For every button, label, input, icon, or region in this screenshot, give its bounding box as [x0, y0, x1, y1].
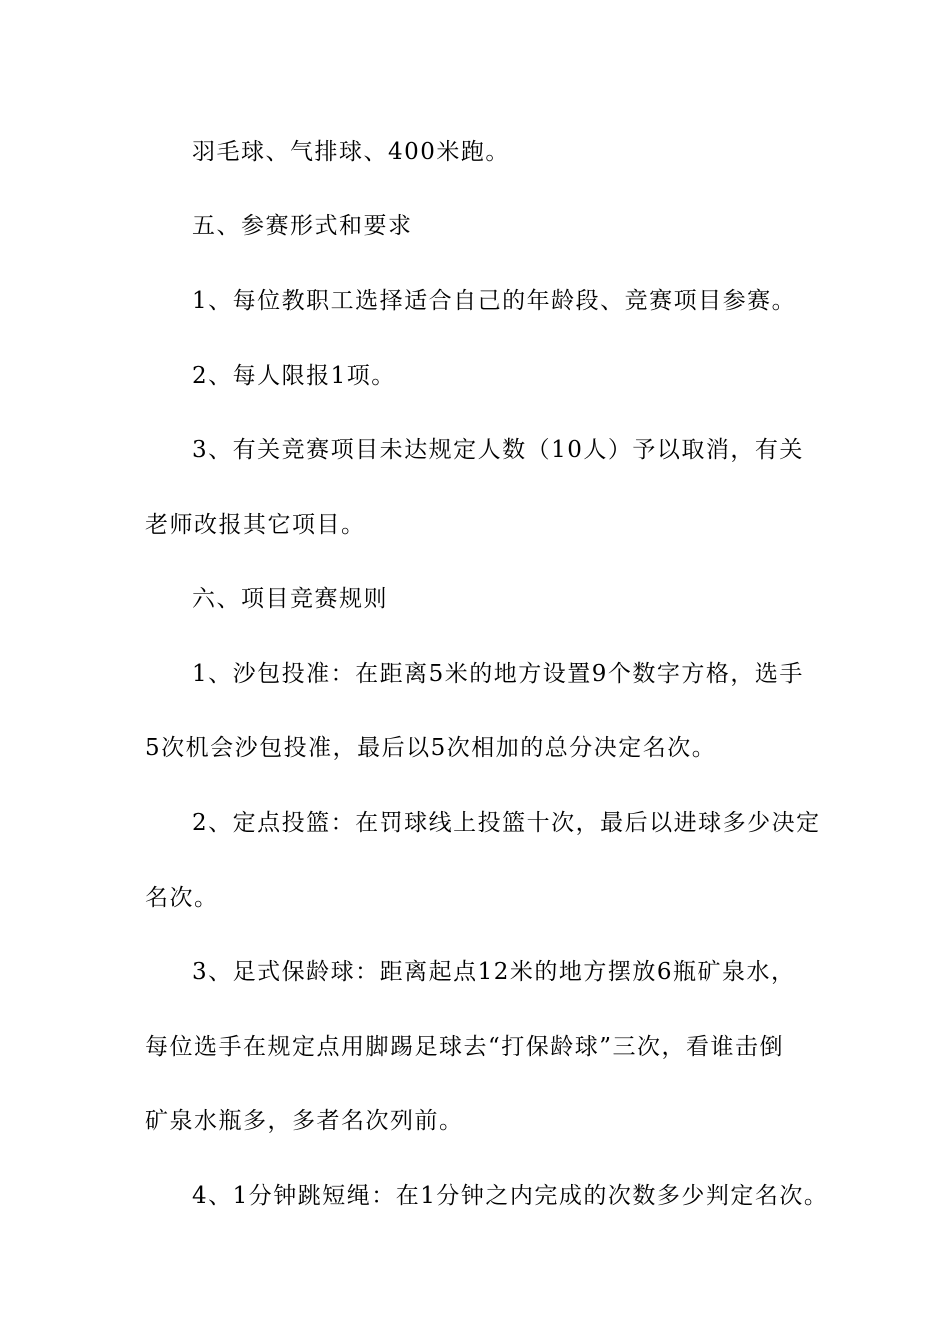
paragraph-line: 名次。	[145, 885, 219, 911]
section-heading-5: 五、参赛形式和要求	[192, 213, 413, 239]
paragraph-line: 3、有关竞赛项目未达规定人数（10人）予以取消，有关	[192, 437, 804, 463]
paragraph-line: 1、每位教职工选择适合自己的年龄段、竞赛项目参赛。	[192, 288, 797, 314]
section-heading-6: 六、项目竞赛规则	[192, 586, 388, 612]
paragraph-line: 3、足式保龄球：距离起点12米的地方摆放6瓶矿泉水，	[192, 959, 796, 985]
paragraph-line: 羽毛球、气排球、400米跑。	[192, 139, 510, 165]
paragraph-line: 矿泉水瓶多，多者名次列前。	[145, 1108, 464, 1134]
paragraph-line: 1、沙包投准：在距离5米的地方设置9个数字方格，选手	[192, 661, 804, 687]
paragraph-line: 5次机会沙包投准，最后以5次相加的总分决定名次。	[145, 735, 717, 761]
paragraph-line: 每位选手在规定点用脚踢足球去“打保龄球”三次，看谁击倒	[145, 1034, 785, 1060]
paragraph-line: 2、每人限报1项。	[192, 363, 396, 389]
paragraph-line: 2、定点投篮：在罚球线上投篮十次，最后以进球多少决定	[192, 810, 821, 836]
paragraph-line: 4、1分钟跳短绳：在1分钟之内完成的次数多少判定名次。	[192, 1183, 829, 1209]
paragraph-line: 老师改报其它项目。	[145, 512, 366, 538]
